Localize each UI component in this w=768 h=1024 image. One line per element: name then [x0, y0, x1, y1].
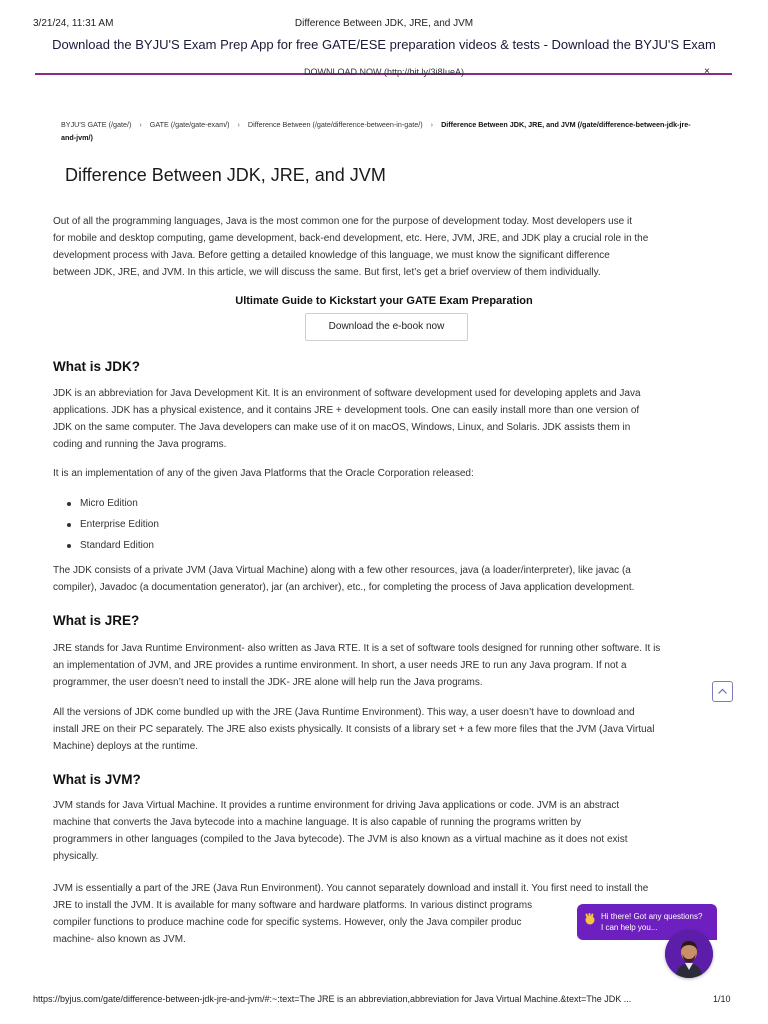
jdk-paragraph-1	[53, 385, 718, 453]
paragraph-line: an implementation of JVM, and JRE provides a runtime environment. In short, a user needs JRE to run any Java program. If not a	[53, 660, 627, 671]
jvm-paragraph-1	[53, 797, 718, 865]
breadcrumb-separator: ›	[430, 120, 434, 129]
jdk-paragraph-3	[53, 562, 718, 596]
waving-hand-icon	[583, 912, 597, 926]
person-avatar-icon	[665, 930, 713, 978]
print-page-number: 1/10	[713, 994, 731, 1004]
scroll-to-top-button[interactable]	[712, 681, 733, 702]
paragraph-line: JDK on the same computer. The Java developers can make use of it on macOS, Windows, Linux, and Solaris. JDK assists them in	[53, 422, 631, 433]
download-ebook-button[interactable]: Download the e-book now	[305, 313, 468, 341]
paragraph-line: JVM stands for Java Virtual Machine. It provides a runtime environment for driving Java applications or code. JVM is an abstract	[53, 800, 620, 811]
guide-title: Ultimate Guide to Kickstart your GATE Exam Preparation	[235, 295, 533, 307]
paragraph-line: install JRE on their PC separately. The JRE also exists physically. It consists of a library set + a few more files that the JVM (Java Virtual	[53, 724, 655, 735]
paragraph-line: compiler functions to produce machine code for specific systems. However, only the Java compiler produc	[53, 917, 522, 928]
intro-line: between JDK, JRE, and JVM. In this article, we will discuss the same. But first, let’s get a brief overview of them individually.	[53, 267, 601, 278]
editions-list	[80, 497, 159, 560]
paragraph-line: programmers in other languages (compiled to the Java bytecode). The JVM is also known as a virtual machine as it does not exist	[53, 834, 628, 845]
intro-line: for mobile and desktop computing, game development, back-end development, etc. Here, JVM, JRE, and JDK play a crucial role in the	[53, 233, 649, 244]
close-icon[interactable]: ×	[704, 66, 710, 77]
paragraph-line: Machine) deploys at the runtime.	[53, 741, 199, 752]
print-footer-url: https://byjus.com/gate/difference-between-jdk-jre-and-jvm/#:~:text=The JRE is an abbreviation,abbreviation for Java Virtual Machine.&text=The JDK ...	[33, 994, 632, 1004]
breadcrumb-separator: ›	[237, 120, 240, 129]
paragraph-line: JVM is essentially a part of the JRE (Java Run Environment). You cannot separately download and install it. You first need to install the	[53, 883, 649, 894]
page-title: Difference Between JDK, JRE, and JVM	[65, 165, 386, 185]
paragraph-line: All the versions of JDK come bundled up with the JRE (Java Runtime Environment). This way, a user doesn’t have to download and	[53, 707, 635, 718]
jvm-heading: What is JVM?	[53, 772, 141, 787]
paragraph-line: The JDK consists of a private JVM (Java Virtual Machine) along with a few other resources, java (a loader/interpreter), like javac (a	[53, 565, 631, 576]
chat-avatar[interactable]	[665, 930, 713, 978]
list-item: Standard Edition	[80, 539, 159, 560]
paragraph-line: programmer, the user doesn’t need to install the JDK- JRE alone will help run the Java programs.	[53, 677, 483, 688]
jdk-paragraph-2: It is an implementation of any of the given Java Platforms that the Oracle Corporation released:	[53, 468, 474, 479]
print-date: 3/21/24, 11:31 AM	[33, 18, 114, 29]
chevron-up-icon	[713, 682, 732, 701]
jre-paragraph-2	[53, 704, 718, 755]
paragraph-line: coding and running the Java programs.	[53, 439, 227, 450]
jdk-heading: What is JDK?	[53, 359, 141, 374]
breadcrumb-current: Difference Between JDK, JRE, and JVM (/gate/difference-between-jdk-jre-and-jvm/)	[61, 120, 691, 142]
paragraph-line: machine- also known as JVM.	[53, 934, 186, 945]
list-item: Micro Edition	[80, 497, 159, 518]
breadcrumb	[61, 118, 701, 144]
download-now-link[interactable]: DOWNLOAD NOW (http://bit.ly/3i8IueA)	[303, 67, 465, 77]
breadcrumb-separator: ›	[139, 120, 142, 129]
list-item: Enterprise Edition	[80, 518, 159, 539]
jre-paragraph-1	[53, 640, 718, 691]
breadcrumb-item-difference-between[interactable]: Difference Between (/gate/difference-between-in-gate/)	[247, 120, 423, 129]
breadcrumb-item-gate[interactable]: GATE (/gate/gate-exam/)	[149, 120, 230, 129]
paragraph-line: applications. JDK has a physical existence, and it contains JRE + development tools. One can easily install more than one version of	[53, 405, 640, 416]
breadcrumb-item-byjus-gate[interactable]: BYJU'S GATE (/gate/)	[61, 120, 132, 129]
paragraph-line: JRE stands for Java Runtime Environment- also written as Java RTE. It is a set of software tools designed for running other software. It is	[53, 643, 661, 654]
paragraph-line: machine that converts the Java bytecode into a machine language. It is also capable of running the programs written by	[53, 817, 582, 828]
intro-paragraph	[53, 213, 718, 281]
chat-message-line: I can help you...	[601, 923, 658, 932]
intro-line: development process with Java. Before getting a detailed knowledge of this language, we must know the significant difference	[53, 250, 610, 261]
app-promo-text[interactable]: Download the BYJU'S Exam Prep App for free GATE/ESE preparation videos & tests - Download the BYJU'S Exam	[52, 37, 716, 52]
paragraph-line: compiler), Javadoc (a documentation generator), jar (an archiver), etc., for completing the process of Java application development.	[53, 582, 635, 593]
intro-line: Out of all the programming languages, Java is the most common one for the purpose of development today. Most developers use it	[53, 216, 633, 227]
jre-heading: What is JRE?	[53, 613, 140, 628]
print-title: Difference Between JDK, JRE, and JVM	[294, 18, 474, 29]
paragraph-line: JRE to install the JVM. It is available for many software and hardware platforms. In various distinct programs	[53, 900, 533, 911]
paragraph-line: JDK is an abbreviation for Java Development Kit. It is an environment of software development used for developing applets and Java	[53, 388, 641, 399]
paragraph-line: physically.	[53, 851, 99, 862]
chat-message-line: Hi there! Got any questions?	[601, 912, 703, 921]
